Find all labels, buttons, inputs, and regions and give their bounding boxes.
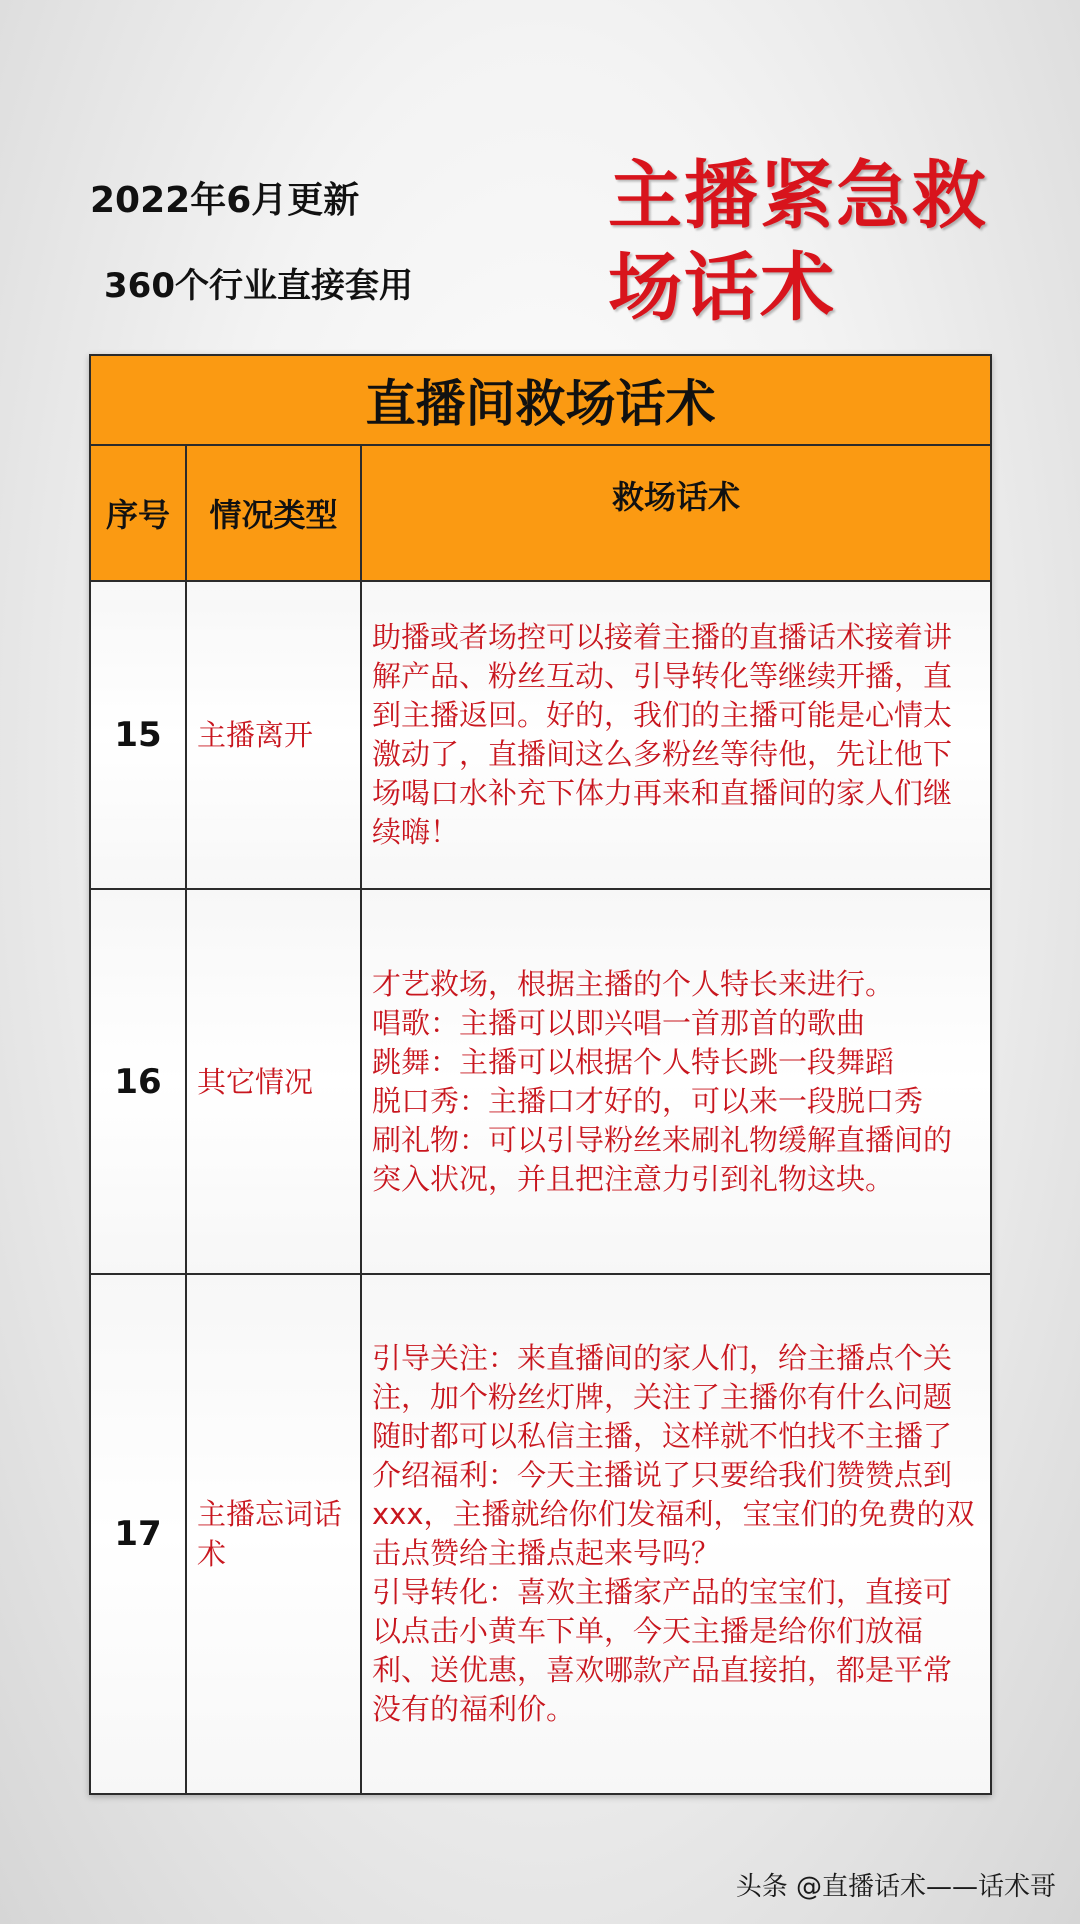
rescue-script-table — [89, 354, 992, 1795]
row-number: 16 — [90, 889, 186, 1274]
column-header-number: 序号 — [90, 445, 186, 581]
script-line: 刷礼物：可以引导粉丝来刷礼物缓解直播间的突入状况，并且把注意力引到礼物这块。 — [372, 1122, 953, 1196]
industries-note: 360个行业直接套用 — [104, 266, 413, 306]
table-title: 直播间救场话术 — [90, 355, 991, 445]
main-title — [608, 150, 1008, 334]
column-header-type: 情况类型 — [186, 445, 361, 581]
row-type: 主播离开 — [186, 581, 361, 889]
row-type: 其它情况 — [186, 889, 361, 1274]
script-line: 引导转化：喜欢主播家产品的宝宝们，直接可以点击小黄车下单，今天主播是给你们放福利、送优惠，喜欢哪款产品直接拍，都是平常没有的福利价。 — [372, 1575, 953, 1726]
column-header-script: 救场话术 — [361, 445, 991, 581]
watermark: 头条 @直播话术——话术哥 — [735, 1872, 1056, 1902]
main-title-line-1: 主播紧急救 — [608, 153, 988, 239]
update-note: 2022年6月更新 — [90, 180, 360, 221]
script-line: 介绍福利：今天主播说了只要给我们赞赞点到xxx，主播就给你们发福利，宝宝们的免费的双击点赞给主播点起来号吗？ — [372, 1458, 975, 1570]
script-line: 引导关注：来直播间的家人们，给主播点个关注，加个粉丝灯牌，关注了主播你有什么问题随时都可以私信主播，这样就不怕找不主播了 — [372, 1341, 953, 1453]
row-number: 17 — [90, 1274, 186, 1794]
main-title-line-2: 场话术 — [608, 245, 836, 331]
row-script — [361, 889, 991, 1274]
table-row — [90, 581, 991, 889]
table-title-row — [90, 355, 991, 445]
script-line: 跳舞：主播可以根据个人特长跳一段舞蹈 — [372, 1044, 895, 1079]
row-script — [361, 1274, 991, 1794]
script-line: 助播或者场控可以接着主播的直播话术接着讲解产品、粉丝互动、引导转化等继续开播，直到主播返回。好的，我们的主播可能是心情太激动了，直播间这么多粉丝等待他，先让他下场喝口水补充下体力再来和直播间的家人们继续嗨！ — [372, 620, 953, 849]
table-row — [90, 1274, 991, 1794]
row-type: 主播忘词话术 — [186, 1274, 361, 1794]
script-line: 脱口秀：主播口才好的，可以来一段脱口秀 — [372, 1083, 924, 1118]
row-number: 15 — [90, 581, 186, 889]
table-header-row — [90, 445, 991, 581]
table-row — [90, 889, 991, 1274]
row-script — [361, 581, 991, 889]
script-line: 唱歌：主播可以即兴唱一首那首的歌曲 — [372, 1005, 866, 1040]
script-line: 才艺救场，根据主播的个人特长来进行。 — [372, 966, 895, 1001]
